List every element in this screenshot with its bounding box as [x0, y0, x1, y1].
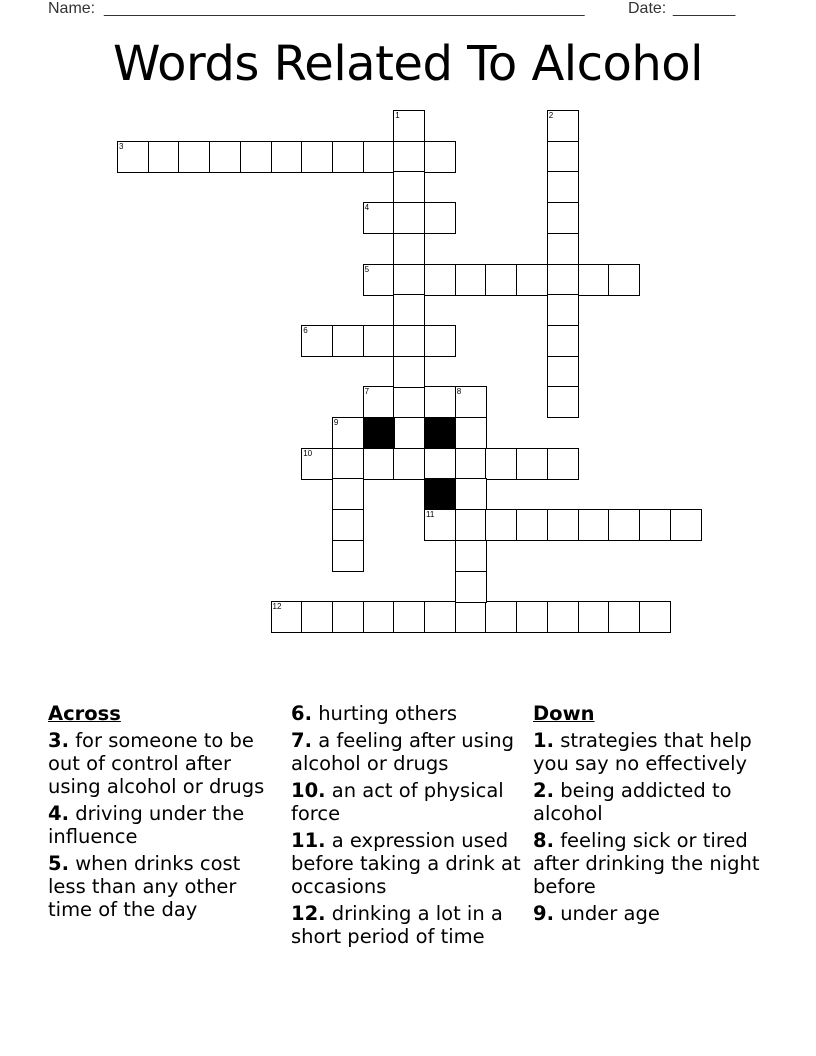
grid-cell-blocked	[363, 417, 395, 449]
grid-cell[interactable]	[301, 325, 333, 357]
grid-cell[interactable]	[393, 601, 425, 633]
grid-cell[interactable]	[455, 540, 487, 572]
clue-text: being addicted to alcohol	[533, 779, 732, 825]
grid-cell[interactable]	[424, 509, 456, 541]
across-heading: Across	[48, 702, 121, 725]
grid-cell[interactable]	[424, 141, 456, 173]
grid-cell[interactable]	[393, 386, 425, 418]
clue-number: 8.	[533, 829, 554, 852]
grid-cell-number: 2	[548, 111, 554, 120]
clue-text: a feeling after using alcohol or drugs	[291, 729, 514, 775]
grid-cell[interactable]	[332, 509, 364, 541]
clue-number: 5.	[48, 852, 69, 875]
grid-cell[interactable]	[393, 202, 425, 234]
grid-cell-number: 5	[364, 264, 370, 274]
grid-cell[interactable]	[547, 264, 579, 296]
clue-text: driving under the influence	[48, 802, 245, 848]
grid-cell[interactable]	[363, 448, 395, 480]
grid-cell[interactable]	[485, 509, 517, 541]
grid-cell-number: 11	[426, 510, 435, 520]
grid-cell[interactable]	[393, 141, 425, 173]
grid-cell-number: 4	[364, 203, 370, 213]
grid-cell[interactable]	[455, 571, 487, 603]
grid-cell[interactable]	[332, 417, 364, 449]
grid-cell-number: 10	[303, 448, 313, 458]
grid-cell[interactable]	[547, 233, 579, 265]
grid-cell[interactable]	[547, 110, 579, 142]
grid-cell[interactable]	[485, 601, 517, 633]
grid-cell[interactable]	[332, 601, 364, 633]
grid-cell[interactable]	[639, 509, 671, 541]
date-label: Date:	[628, 0, 667, 17]
clue-number: 2.	[533, 779, 554, 802]
grid-cell[interactable]	[547, 294, 579, 326]
grid-cell[interactable]	[670, 509, 702, 541]
grid-cell[interactable]	[455, 264, 487, 296]
across-clue-10	[291, 779, 527, 825]
grid-cell[interactable]	[516, 509, 548, 541]
grid-cell-number: 8	[456, 387, 462, 397]
clue-number: 1.	[533, 729, 554, 752]
grid-cell-number: 9	[333, 418, 339, 427]
grid-cell[interactable]	[240, 141, 272, 173]
grid-cell[interactable]	[393, 110, 425, 142]
grid-cell[interactable]	[424, 202, 456, 234]
grid-cell[interactable]	[578, 264, 610, 296]
across-clue-6	[291, 702, 527, 725]
grid-cell[interactable]	[393, 325, 425, 357]
grid-cell[interactable]	[547, 509, 579, 541]
name-field[interactable]: ______________________________________________________	[104, 0, 585, 17]
grid-cell[interactable]	[547, 141, 579, 173]
grid-cell[interactable]	[271, 141, 303, 173]
grid-cell[interactable]	[455, 386, 487, 418]
date-field[interactable]: _______	[673, 0, 736, 17]
clue-number: 11.	[291, 829, 326, 852]
grid-cell[interactable]	[363, 264, 395, 296]
grid-cell[interactable]	[393, 264, 425, 296]
grid-cell-number: 3	[119, 141, 124, 151]
grid-cell[interactable]	[455, 601, 487, 633]
clue-column-1	[48, 702, 284, 925]
grid-cell-blocked	[424, 478, 456, 510]
grid-cell[interactable]	[485, 264, 517, 296]
grid-cell[interactable]	[455, 448, 487, 480]
clue-text: a expression used before taking a drink at occasions	[291, 829, 521, 898]
grid-cell[interactable]	[547, 171, 579, 203]
down-clue-1	[533, 729, 769, 775]
grid-cell[interactable]	[547, 386, 579, 418]
grid-cell[interactable]	[424, 325, 456, 357]
clue-number: 6.	[291, 702, 312, 725]
clue-text: for someone to be out of control after using alcohol or drugs	[48, 729, 265, 798]
grid-cell[interactable]	[301, 601, 333, 633]
grid-cell[interactable]	[178, 141, 210, 173]
clue-text: feeling sick or tired after drinking the night before	[533, 829, 760, 898]
clue-number: 12.	[291, 902, 326, 925]
grid-cell[interactable]	[393, 356, 425, 388]
clue-text: under age	[560, 902, 660, 925]
grid-cell[interactable]	[393, 294, 425, 326]
clue-number: 10.	[291, 779, 326, 802]
across-clue-11	[291, 829, 527, 898]
grid-cell[interactable]	[363, 386, 395, 418]
grid-cell[interactable]	[516, 448, 548, 480]
grid-cell[interactable]	[424, 264, 456, 296]
grid-cell-number: 12	[272, 602, 282, 612]
grid-cell[interactable]	[578, 601, 610, 633]
grid-cell[interactable]	[332, 141, 364, 173]
grid-cell[interactable]	[332, 478, 364, 510]
grid-cell[interactable]	[301, 141, 333, 173]
grid-cell[interactable]	[578, 509, 610, 541]
grid-cell[interactable]	[363, 325, 395, 357]
across-clue-4	[48, 802, 284, 848]
grid-cell[interactable]	[547, 601, 579, 633]
grid-cell[interactable]	[455, 509, 487, 541]
clue-column-2	[291, 702, 527, 952]
grid-cell[interactable]	[547, 202, 579, 234]
grid-cell[interactable]	[117, 141, 149, 173]
across-clue-5	[48, 852, 284, 921]
grid-cell[interactable]	[608, 601, 640, 633]
clue-text: an act of physical force	[291, 779, 504, 825]
name-label: Name:	[48, 0, 96, 17]
grid-cell[interactable]	[393, 233, 425, 265]
grid-cell-number: 6	[303, 325, 308, 335]
grid-cell[interactable]	[424, 386, 456, 418]
grid-cell[interactable]	[424, 448, 456, 480]
across-clue-3	[48, 729, 284, 798]
across-clue-12	[291, 902, 527, 948]
down-clue-9	[533, 902, 769, 925]
down-clue-8	[533, 829, 769, 898]
clue-number: 3.	[48, 729, 69, 752]
grid-cell-number: 7	[364, 387, 370, 397]
grid-cell[interactable]	[301, 448, 333, 480]
grid-cell[interactable]	[148, 141, 180, 173]
clue-text: when drinks cost less than any other time of the day	[48, 852, 241, 921]
grid-cell[interactable]	[485, 448, 517, 480]
grid-cell[interactable]	[608, 509, 640, 541]
grid-cell[interactable]	[516, 601, 548, 633]
grid-cell[interactable]	[547, 325, 579, 357]
across-clue-7	[291, 729, 527, 775]
grid-cell[interactable]	[547, 356, 579, 388]
grid-cell[interactable]	[332, 325, 364, 357]
clue-text: strategies that help you say no effectively	[533, 729, 752, 775]
grid-cell[interactable]	[363, 202, 395, 234]
grid-cell-number: 1	[395, 111, 400, 120]
grid-cell-blocked	[424, 417, 456, 449]
grid-cell[interactable]	[516, 264, 548, 296]
clue-number: 4.	[48, 802, 69, 825]
clue-number: 9.	[533, 902, 554, 925]
down-clue-2	[533, 779, 769, 825]
grid-cell[interactable]	[271, 601, 303, 633]
down-heading: Down	[533, 702, 595, 725]
grid-cell[interactable]	[332, 540, 364, 572]
grid-cell[interactable]	[455, 417, 487, 449]
grid-cell[interactable]	[639, 601, 671, 633]
clue-text: drinking a lot in a short period of time	[291, 902, 503, 948]
grid-cell[interactable]	[455, 478, 487, 510]
grid-cell[interactable]	[209, 141, 241, 173]
grid-cell[interactable]	[608, 264, 640, 296]
grid-cell[interactable]	[393, 448, 425, 480]
grid-cell[interactable]	[363, 141, 395, 173]
grid-cell[interactable]	[393, 171, 425, 203]
page-title: Words Related To Alcohol	[112, 36, 704, 92]
clue-number: 7.	[291, 729, 312, 752]
grid-cell[interactable]	[363, 601, 395, 633]
clue-column-3	[533, 702, 769, 929]
grid-cell[interactable]	[424, 601, 456, 633]
grid-cell[interactable]	[547, 448, 579, 480]
clue-text: hurting others	[318, 702, 458, 725]
grid-cell[interactable]	[332, 448, 364, 480]
grid-cell[interactable]	[393, 417, 425, 449]
